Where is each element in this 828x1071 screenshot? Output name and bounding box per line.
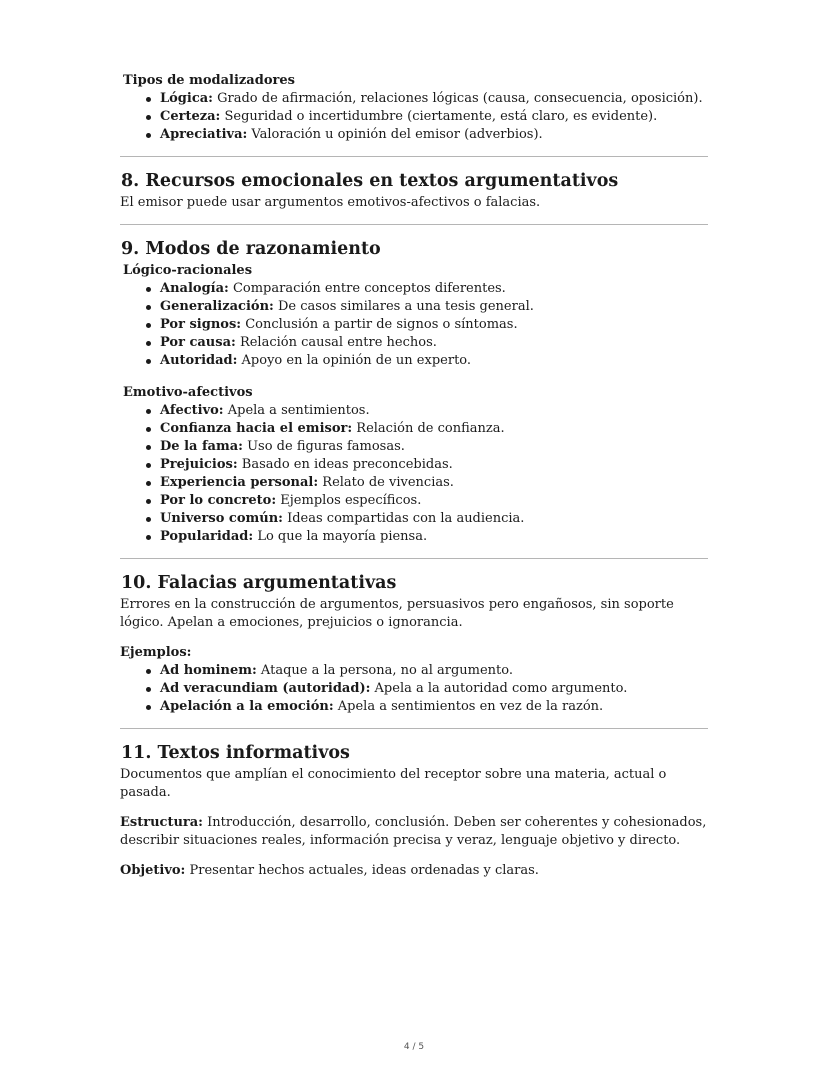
section8-body: El emisor puede usar argumentos emotivos-afectivos o falacias. — [120, 195, 541, 210]
list-item: Experiencia personal: Relato de vivencias. — [160, 474, 708, 492]
list-item: Confianza hacia el emisor: Relación de confianza. — [160, 420, 708, 438]
section11-title: 11. Textos informativos — [121, 743, 350, 763]
list-item: Apelación a la emoción: Apela a sentimientos en vez de la razón. — [160, 698, 708, 716]
modalizadores-list — [120, 90, 708, 144]
section10-body: Errores en la construcción de argumentos, persuasivos pero engañosos, sin soporte lógico. Apelan a emociones, prejuicios o ignorancia. — [120, 597, 674, 630]
list-item: Autoridad: Apoyo en la opinión de un experto. — [160, 352, 708, 370]
list-item: Prejuicios: Basado en ideas preconcebidas. — [160, 456, 708, 474]
logico-list — [120, 280, 708, 370]
section8-title: 8. Recursos emocionales en textos argumentativos — [121, 171, 619, 191]
list-item: Por causa: Relación causal entre hechos. — [160, 334, 708, 352]
logico-heading: Lógico-racionales — [123, 263, 253, 278]
modalizadores-heading: Tipos de modalizadores — [123, 73, 295, 88]
section11-body: Documentos que amplían el conocimiento del receptor sobre una materia, actual o pasada. — [120, 767, 667, 800]
list-item: Analogía: Comparación entre conceptos diferentes. — [160, 280, 708, 298]
list-item: Por signos: Conclusión a partir de signos o síntomas. — [160, 316, 708, 334]
section-divider — [120, 156, 708, 157]
objetivo-paragraph: Objetivo: Presentar hechos actuales, ideas ordenadas y claras. — [120, 863, 539, 878]
list-item: Certeza: Seguridad o incertidumbre (ciertamente, está claro, es evidente). — [160, 108, 708, 126]
page-number: 4 / 5 — [403, 1042, 425, 1052]
list-item: Lógica: Grado de afirmación, relaciones lógicas (causa, consecuencia, oposición). — [160, 90, 708, 108]
emotivo-list — [120, 402, 708, 546]
list-item: Afectivo: Apela a sentimientos. — [160, 402, 708, 420]
fallacies-list — [120, 662, 708, 716]
list-item: Por lo concreto: Ejemplos específicos. — [160, 492, 708, 510]
examples-label: Ejemplos: — [120, 645, 192, 660]
section-divider — [120, 558, 708, 559]
estructura-paragraph: Estructura: Introducción, desarrollo, conclusión. Deben ser coherentes y cohesionados, describir situaciones reales, información precisa y veraz, lenguaje objetivo y directo. — [120, 815, 707, 848]
list-item: Popularidad: Lo que la mayoría piensa. — [160, 528, 708, 546]
section9-title: 9. Modos de razonamiento — [121, 239, 381, 259]
document-page — [120, 72, 708, 880]
list-item: De la fama: Uso de figuras famosas. — [160, 438, 708, 456]
list-item: Apreciativa: Valoración u opinión del emisor (adverbios). — [160, 126, 708, 144]
list-item: Ad veracundiam (autoridad): Apela a la autoridad como argumento. — [160, 680, 708, 698]
list-item: Ad hominem: Ataque a la persona, no al argumento. — [160, 662, 708, 680]
list-item: Universo común: Ideas compartidas con la audiencia. — [160, 510, 708, 528]
list-item: Generalización: De casos similares a una tesis general. — [160, 298, 708, 316]
section10-title: 10. Falacias argumentativas — [121, 573, 397, 593]
section-divider — [120, 728, 708, 729]
section-divider — [120, 224, 708, 225]
emotivo-heading: Emotivo-afectivos — [123, 385, 253, 400]
